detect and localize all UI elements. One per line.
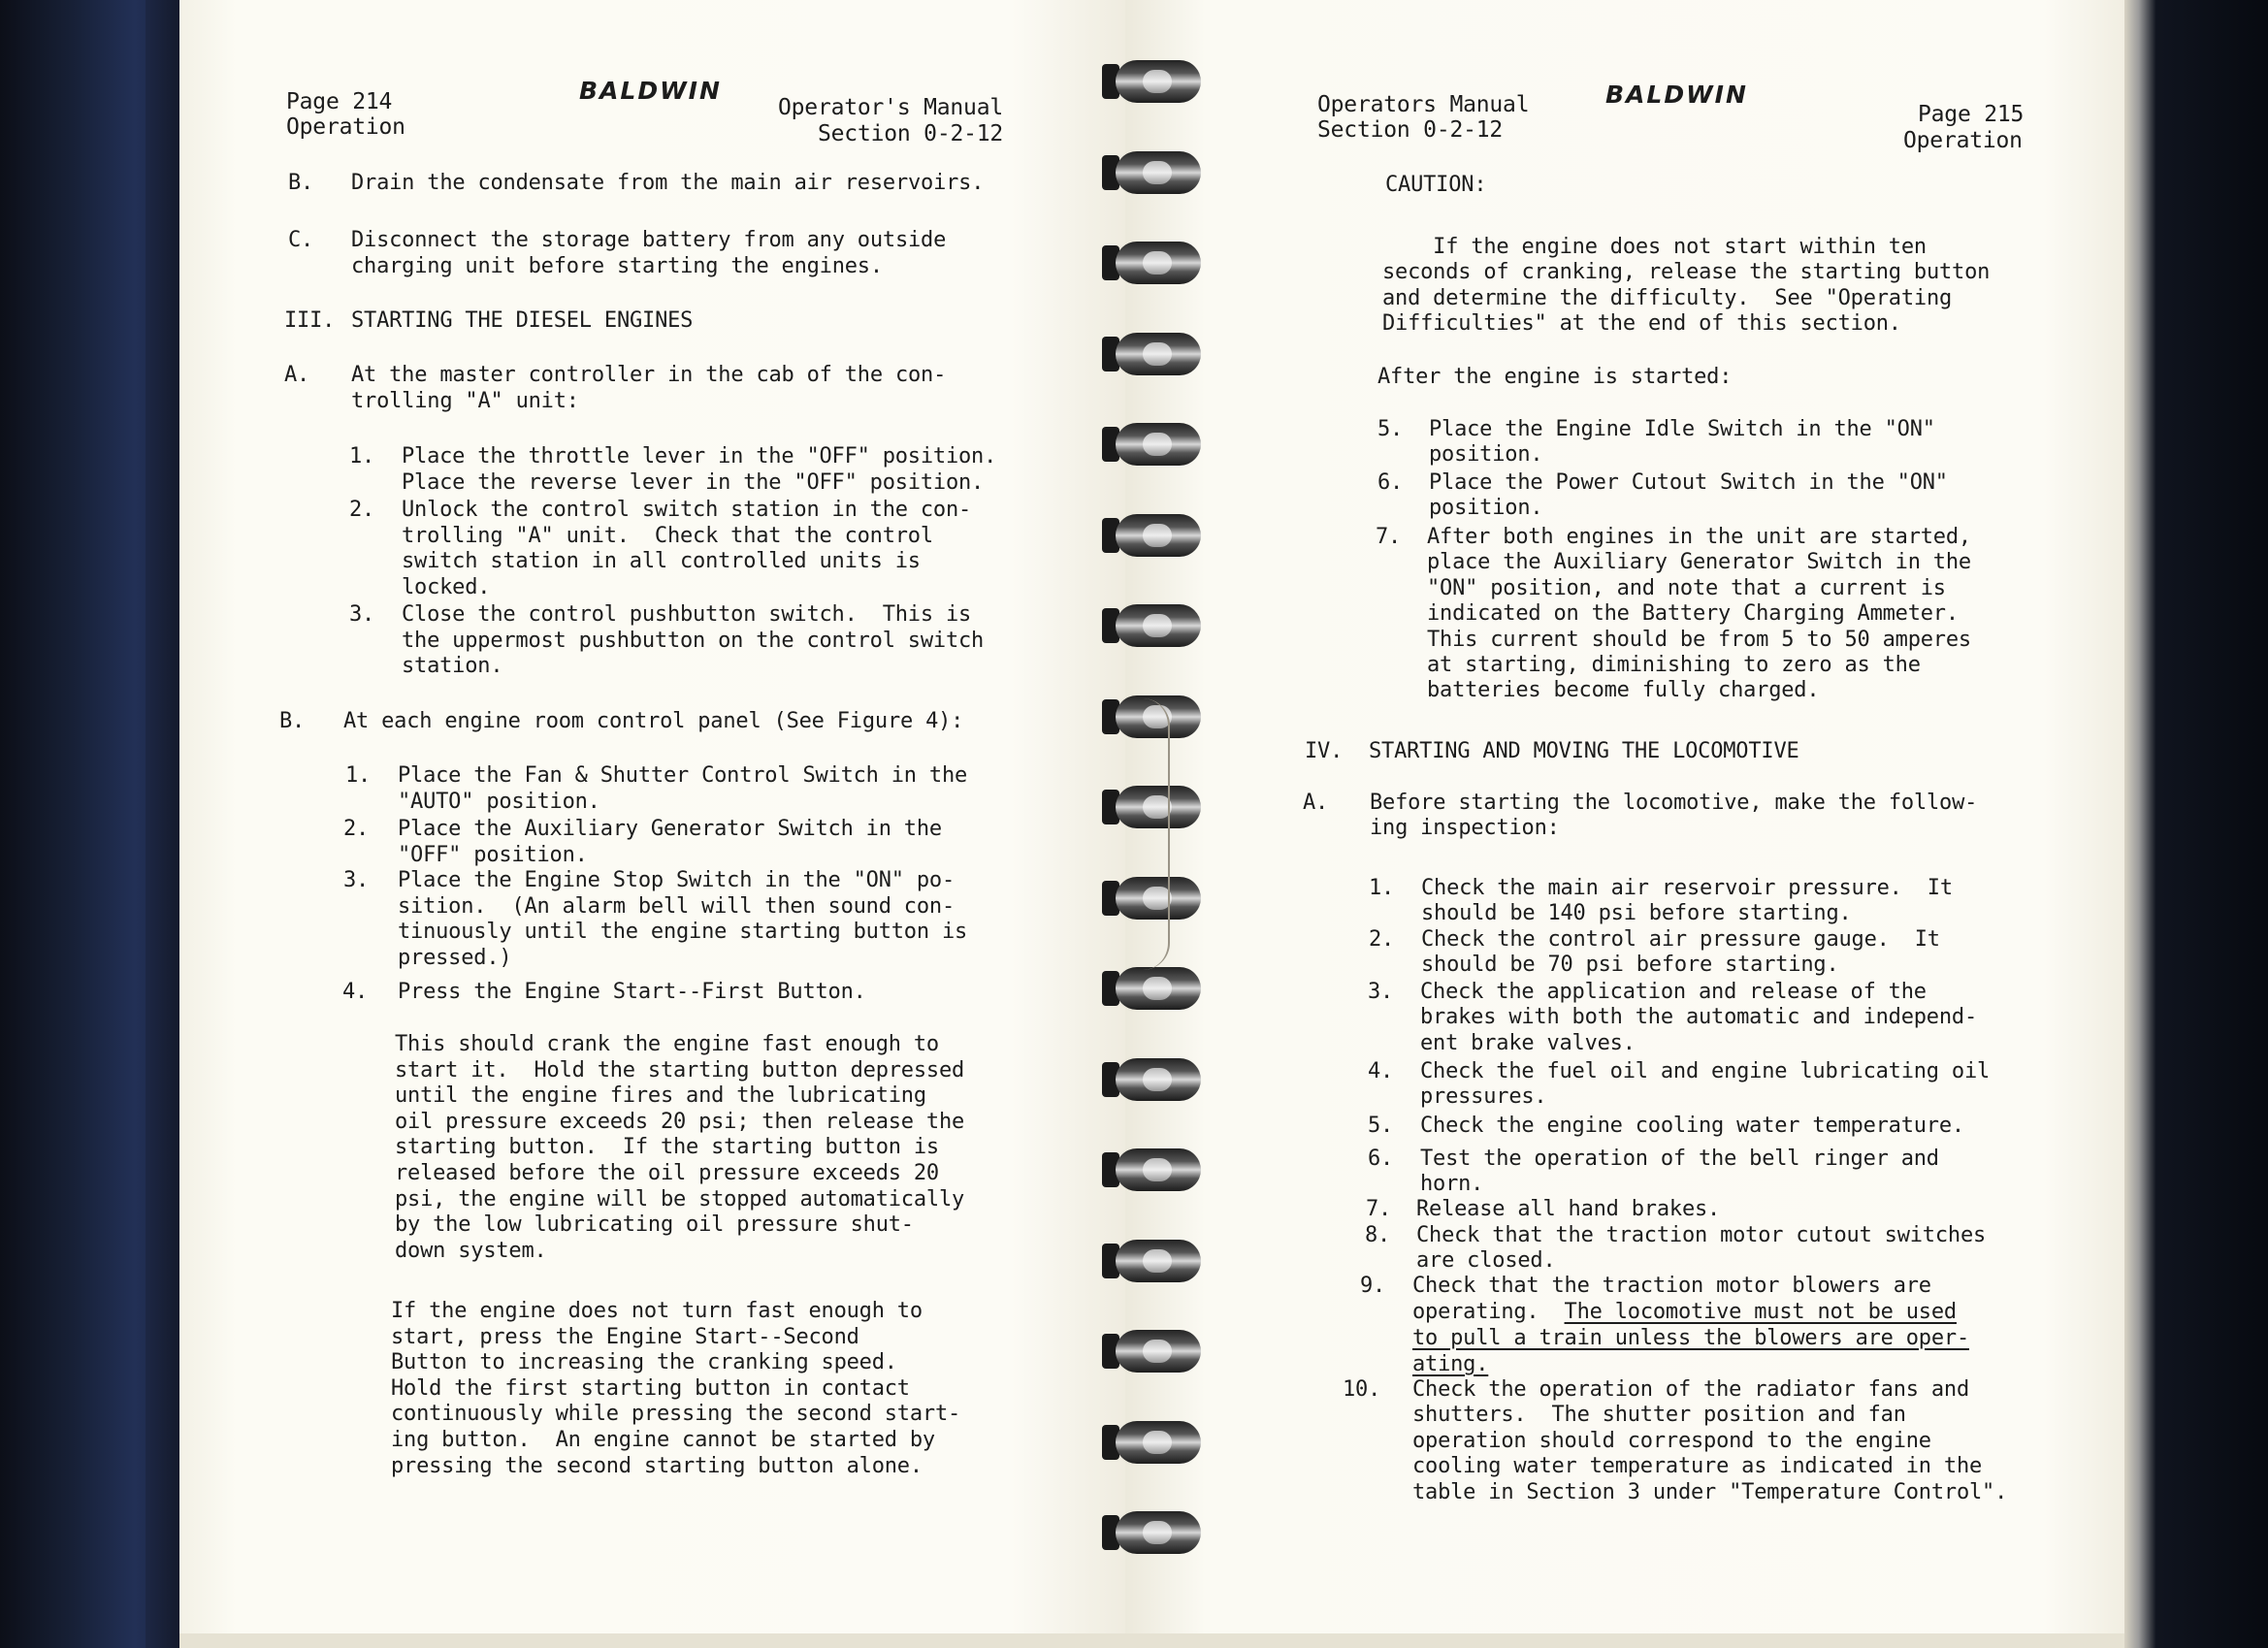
binding-coil [1102,512,1203,559]
list-item-line: Check that the traction motor cutout switches [1416,1223,1987,1247]
binding-coil [1102,965,1203,1012]
list-item-line: Release all hand brakes. [1416,1197,1721,1221]
list-item-line: are closed. [1416,1248,1556,1274]
list-item-line: Check the operation of the radiator fans and [1412,1377,1969,1402]
list-marker: 2. [349,498,375,522]
binding-thread [1143,698,1170,970]
list-item-line: This current should be from 5 to 50 amperes [1427,627,1971,652]
list-item-line: indicated on the Battery Charging Ammeter. [1427,601,1959,627]
list-marker: 1. [349,444,375,469]
list-marker: 10. [1343,1377,1381,1402]
item-9-warning-line-1: The locomotive must not be used [1564,1300,1957,1324]
list-item-line: operation should correspond to the engine [1412,1428,1931,1453]
paragraph-line: Button to increasing the cranking speed. [391,1350,897,1375]
binding-coil [1102,240,1203,286]
paragraph-line: Hold the first starting button in contact [391,1375,910,1401]
list-item-line: Place the Engine Stop Switch in the "ON" po- [398,868,955,892]
paragraph-line: If the engine does not turn fast enough to [391,1299,923,1323]
list-item-line: horn. [1420,1172,1484,1197]
list-item-line: cooling water temperature as indicated in the [1412,1454,1983,1479]
left-page-number: Page 214 [286,89,393,114]
paragraph-line: start it. Hold the starting button depressed [395,1057,965,1083]
list-item-line: Close the control pushbutton switch. This is [402,602,972,627]
paragraph-line: start, press the Engine Start--Second [391,1324,859,1349]
paragraph-line: psi, the engine will be stopped automatically [395,1186,965,1212]
list-marker: III. [284,308,336,333]
list-item-line: Press the Engine Start--First Button. [398,980,866,1004]
list-item-line: Check that the traction motor blowers are [1412,1274,1931,1298]
list-marker: 1. [1369,876,1395,900]
list-item-line: brakes with both the automatic and independ- [1420,1005,1977,1030]
paragraph-line: released before the oil pressure exceeds 20 [395,1161,939,1185]
list-marker: 2. [343,817,370,841]
item-9-warning-line-3: ating. [1412,1352,1489,1376]
binding-coil [1102,1056,1203,1103]
binding-coil [1102,1238,1203,1284]
list-marker: 5. [1368,1114,1394,1138]
right-brand-logo: BALDWIN [1605,81,1748,109]
right-section-number: Section 0-2-12 [1317,117,1504,143]
list-marker: 9. [1360,1274,1386,1298]
binding-coil [1102,149,1203,196]
page-edge [179,1633,2124,1648]
list-item-line: tinuously until the engine starting button is [398,920,968,945]
right-manual-title: Operators Manual [1317,92,1530,117]
list-item-line: Drain the condensate from the main air reservoirs. [351,171,985,195]
list-item-line: Place the Auxiliary Generator Switch in the [398,817,942,841]
list-marker: 2. [1369,927,1395,952]
list-item-line: Check the fuel oil and engine lubricating oil [1420,1059,1991,1083]
list-item-line: trolling "A" unit: [351,388,579,413]
list-item-line: pressures. [1420,1084,1547,1110]
list-item-line: Before starting the locomotive, make the follow- [1370,791,1978,815]
left-section-number: Section 0-2-12 [818,121,1004,146]
paragraph-line: pressing the second starting button alone. [391,1453,923,1478]
paragraph-line: ing button. An engine cannot be started by [391,1428,935,1452]
binding-coil [1102,1328,1203,1374]
binding-coil [1102,421,1203,468]
caution-label: CAUTION: [1385,173,1487,197]
list-marker: C. [288,228,314,252]
list-item-line: batteries become fully charged. [1427,678,1820,703]
list-item-line: Place the Fan & Shutter Control Switch in the [398,763,968,788]
caution-line: and determine the difficulty. See "Operating [1382,285,1953,310]
paragraph-line: by the low lubricating oil pressure shut- [395,1212,914,1238]
list-marker: 5. [1377,417,1404,441]
item-9-continuation [1412,1300,1957,1326]
list-item-line: table in Section 3 under "Temperature Control". [1412,1479,2008,1504]
list-marker: 6. [1368,1147,1394,1171]
list-item-line: At each engine room control panel (See Figure 4): [343,709,964,733]
list-item-line: trolling "A" unit. Check that the control [402,523,933,548]
list-item-line: place the Auxiliary Generator Switch in the [1427,550,1971,575]
list-item-line: Check the main air reservoir pressure. It [1421,876,1953,900]
list-marker: A. [284,363,310,387]
caution-line: seconds of cranking, release the starting button [1382,260,1991,285]
list-item-line: "OFF" position. [398,842,588,867]
left-manual-title: Operator's Manual [778,95,1004,120]
list-item-line: station. [402,654,503,679]
item-9-plain: operating. [1412,1300,1565,1324]
list-item-line: charging unit before starting the engines. [351,253,883,278]
list-item-line: position. [1429,442,1543,468]
right-page-number: Page 215 [1918,102,2025,127]
after-start-heading: After the engine is started: [1377,365,1733,389]
paragraph-line: oil pressure exceeds 20 psi; then release the [395,1109,965,1134]
list-marker: 7. [1366,1197,1392,1221]
list-marker: 3. [1368,980,1394,1004]
binding-coil [1102,58,1203,105]
list-item-line: Check the application and release of the [1420,980,1927,1004]
list-marker: 4. [1368,1059,1394,1083]
list-item-line: should be 140 psi before starting. [1421,901,1852,926]
list-marker: 1. [345,763,372,788]
paragraph-line: continuously while pressing the second start- [391,1402,961,1427]
list-item-line: should be 70 psi before starting. [1421,953,1839,978]
list-marker: IV. [1305,739,1344,763]
list-item-line: Place the reverse lever in the "OFF" position. [402,469,985,495]
binding-coil [1102,1419,1203,1466]
list-marker: A. [1303,791,1329,815]
list-marker: B. [288,171,314,195]
paragraph-line: starting button. If the starting button is [395,1135,939,1160]
list-item-line: position. [1429,496,1543,521]
caution-line: If the engine does not start within ten [1382,235,1927,259]
item-9-warning-line-2: to pull a train unless the blowers are oper- [1412,1326,1969,1350]
list-item-line: Check the engine cooling water temperature. [1420,1114,1964,1138]
paragraph-line: down system. [395,1238,547,1263]
list-item-line: Check the control air pressure gauge. It [1421,927,1940,952]
list-item-line: switch station in all controlled units is [402,549,921,574]
list-marker: B. [279,709,306,733]
binding-coil [1102,331,1203,377]
list-marker: 4. [342,980,369,1004]
list-item-line: ent brake valves. [1420,1030,1636,1055]
list-marker: 3. [349,602,375,627]
list-marker: 8. [1365,1223,1391,1247]
list-item-line: At the master controller in the cab of the con- [351,363,947,387]
book-cover-right [2124,0,2268,1648]
list-item-line: ing inspection: [1370,816,1560,841]
list-item-line: Unlock the control switch station in the con- [402,498,972,522]
list-item-line: Place the Engine Idle Switch in the "ON" [1429,417,1935,441]
list-marker: 3. [343,868,370,892]
list-item-line: STARTING THE DIESEL ENGINES [351,308,694,333]
caution-line: Difficulties" at the end of this section. [1382,311,1901,337]
list-marker: 7. [1376,525,1402,549]
list-item-line: After both engines in the unit are started, [1427,525,1971,549]
list-item-line: Place the Power Cutout Switch in the "ON" [1429,470,1948,495]
binding-coil [1102,602,1203,649]
list-item-line: Disconnect the storage battery from any outside [351,228,947,252]
list-item-line: sition. (An alarm bell will then sound con- [398,893,955,919]
list-item-line: shutters. The shutter position and fan [1412,1403,1906,1428]
paragraph-line: This should crank the engine fast enough to [395,1032,939,1056]
list-item-line: pressed.) [398,945,512,970]
paragraph-line: until the engine fires and the lubricating [395,1083,926,1109]
binding-coil [1102,1509,1203,1556]
list-item-line: Test the operation of the bell ringer and [1420,1147,1939,1171]
list-item-line: "AUTO" position. [398,789,600,814]
book-cover-left [0,0,179,1648]
binding-coil [1102,1147,1203,1193]
list-item-line: the uppermost pushbutton on the control switch [402,628,985,653]
list-item-line: locked. [402,574,491,599]
list-marker: 6. [1377,470,1404,495]
right-page-subject: Operation [1903,128,2023,153]
list-item-line: Place the throttle lever in the "OFF" position. [402,444,997,469]
list-item-line: STARTING AND MOVING THE LOCOMOTIVE [1369,739,1799,763]
left-page-subject: Operation [286,114,405,140]
list-item-line: at starting, diminishing to zero as the [1427,653,1921,677]
left-brand-logo: BALDWIN [579,77,722,105]
list-item-line: "ON" position, and note that a current is [1427,575,1946,600]
